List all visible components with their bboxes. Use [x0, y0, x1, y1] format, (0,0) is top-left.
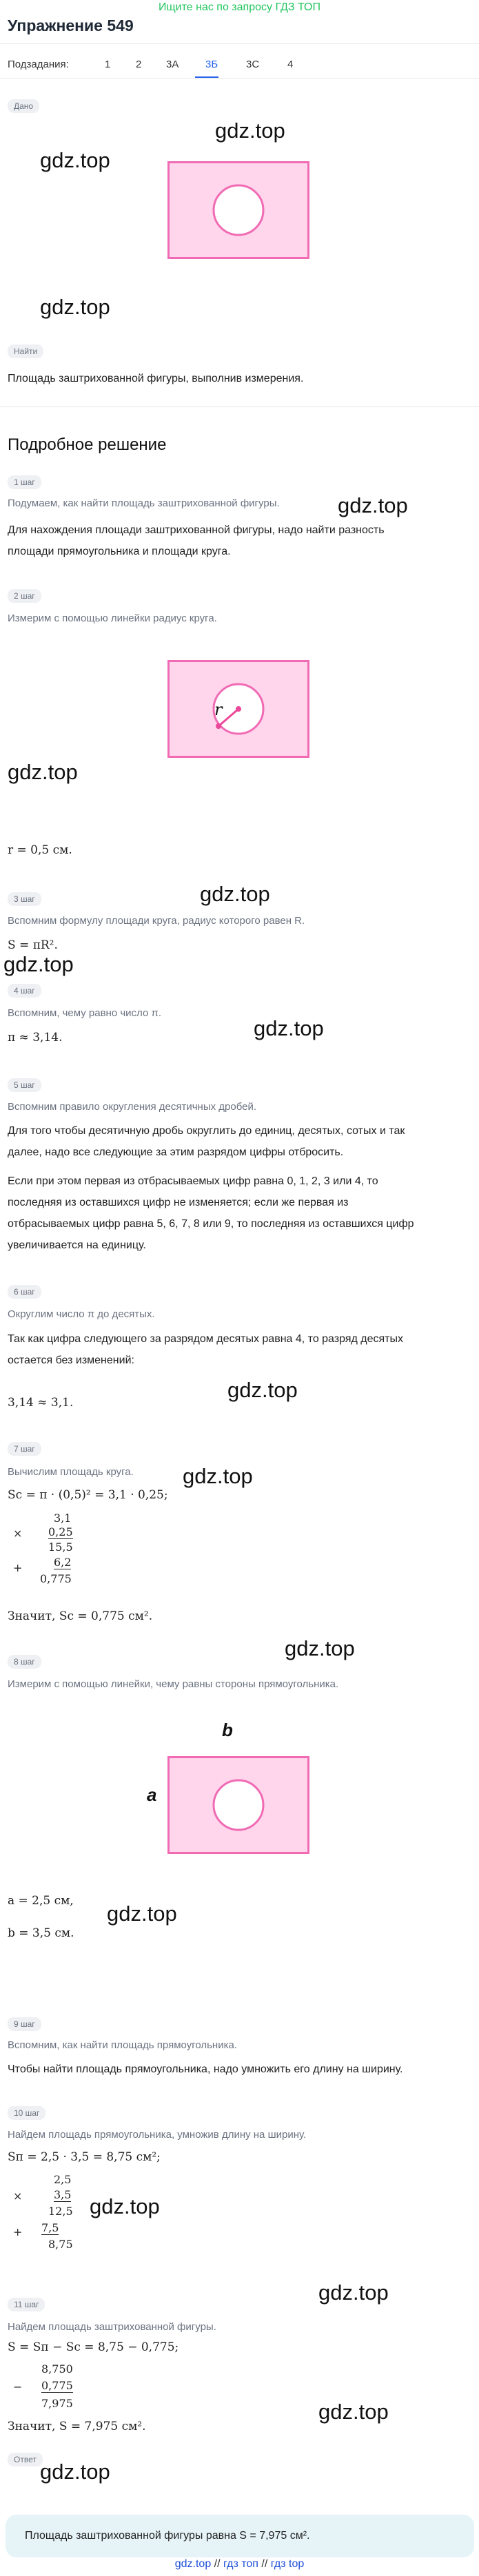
- answer-text: Площадь заштрихованной фигуры равна S = 7,975 см².: [25, 2530, 310, 2542]
- product-result: 0,775: [40, 1572, 72, 1585]
- tab-4[interactable]: 4: [287, 59, 294, 70]
- watermark: gdz.top: [40, 2460, 110, 2484]
- step-hint: Найдем площадь заштрихованной фигуры.: [8, 2321, 216, 2333]
- step-chip: 10 шаг: [8, 2106, 45, 2120]
- operand: 2,5: [54, 2173, 72, 2186]
- footer-sep: //: [261, 2558, 268, 2570]
- watermark: gdz.top: [318, 2280, 389, 2305]
- find-chip: Найти: [8, 344, 43, 358]
- step-result: Значит, S = 7,975 см².: [8, 2420, 146, 2433]
- step-chip: 4 шаг: [8, 984, 41, 998]
- watermark: gdz.top: [254, 1016, 324, 1040]
- step-chip: 9 шаг: [8, 2017, 41, 2031]
- divider: [0, 78, 479, 79]
- watermark: gdz.top: [338, 493, 408, 517]
- step-formula: 3,14 ≈ 3,1.: [8, 1396, 74, 1410]
- step-chip: 3 шаг: [8, 892, 41, 906]
- step-chip: 8 шаг: [8, 1655, 41, 1669]
- step-text: отбрасываемых цифр равна 5, 6, 7, 8 или 9, то последняя из оставшихся цифр: [8, 1218, 414, 1230]
- watermark: gdz.top: [107, 1902, 177, 1926]
- plus-sign: +: [13, 1561, 23, 1574]
- step-hint: Вспомним, чему равно число π.: [8, 1007, 161, 1019]
- column-multiplication: [10, 2170, 85, 2260]
- watermark: gdz.top: [3, 952, 74, 976]
- step-text: Для того чтобы десятичную дробь округлить до единиц, десятых, сотых и так: [8, 1125, 405, 1137]
- column-multiplication: [10, 1509, 85, 1598]
- watermark: gdz.top: [285, 1636, 355, 1660]
- footer-link[interactable]: гдз топ: [223, 2558, 258, 2570]
- answer-box: [6, 2515, 474, 2557]
- watermark: gdz.top: [40, 148, 110, 172]
- step-hint: Подумаем, как найти площадь заштрихованной фигуры.: [8, 497, 280, 509]
- tab-3a[interactable]: 3А: [166, 59, 179, 70]
- tab-3b[interactable]: 3Б: [205, 59, 218, 70]
- step-result: b = 3,5 см.: [8, 1926, 74, 1940]
- difference-result: 7,975: [41, 2397, 73, 2410]
- minus-sign: −: [13, 2380, 23, 2393]
- step-hint: Округлим число π до десятых.: [8, 1308, 155, 1320]
- step-text: площади прямоугольника и площади круга.: [8, 546, 231, 557]
- multiply-sign: ×: [13, 1527, 23, 1540]
- watermark: gdz.top: [227, 1378, 298, 1402]
- column-subtraction: [10, 2360, 85, 2429]
- step-chip: 2 шаг: [8, 589, 41, 603]
- watermark: gdz.top: [200, 882, 270, 906]
- step-text: Если при этом первая из отбрасываемых цифр равна 0, 1, 2, 3 или 4, то: [8, 1175, 378, 1187]
- step-text: Чтобы найти площадь прямоугольника, надо умножить его длину на ширину.: [8, 2063, 403, 2075]
- center-point: [236, 706, 241, 712]
- multiply-sign: ×: [13, 2189, 23, 2203]
- step-formula: Sс = π · (0,5)² = 3,1 · 0,25;: [8, 1488, 168, 1502]
- footer-links: [0, 2558, 479, 2570]
- answer-chip: Ответ: [8, 2453, 43, 2466]
- step-hint: Вспомним формулу площади круга, радиус которого равен R.: [8, 915, 305, 927]
- side-label-a: a: [147, 1784, 157, 1805]
- watermark: gdz.top: [215, 119, 285, 143]
- step-formula: π ≈ 3,14.: [8, 1031, 63, 1044]
- operand: 3,5: [54, 2188, 72, 2201]
- circle: [214, 185, 263, 235]
- minuend: 8,750: [41, 2362, 73, 2376]
- step-text: далее, надо все следующие за этим разрядом цифры отбросить.: [8, 1146, 344, 1158]
- partial-product: 12,5: [48, 2205, 73, 2218]
- step-hint: Вычислим площадь круга.: [8, 1466, 134, 1478]
- radius-figure: [167, 660, 309, 758]
- step-result: a = 2,5 см,: [8, 1894, 74, 1908]
- divider: [0, 406, 479, 407]
- page-title: Упражнение 549: [8, 17, 134, 34]
- operand: 3,1: [54, 1512, 72, 1525]
- step-text: Для нахождения площади заштрихованной фигуры, надо найти разность: [8, 524, 385, 536]
- footer-link[interactable]: гдз top: [270, 2558, 305, 2570]
- step-hint: Вспомним, как найти площадь прямоугольника.: [8, 2039, 237, 2051]
- radius-label: r: [214, 700, 223, 719]
- divider: [0, 43, 479, 44]
- step-text: Так как цифра следующего за разрядом десятых равна 4, то разряд десятых: [8, 1333, 403, 1345]
- edge-point: [216, 723, 221, 729]
- step-formula: S = Sп − Sс = 8,75 − 0,775;: [8, 2340, 179, 2354]
- step-formula: r = 0,5 см.: [8, 843, 72, 857]
- step-chip: 11 шаг: [8, 2298, 45, 2311]
- solution-title: Подробное решение: [8, 435, 167, 454]
- step-text: последняя из оставшихся цифр не изменяется; если же первая из: [8, 1197, 349, 1208]
- operand: 0,25: [48, 1525, 73, 1538]
- plus-sign: +: [13, 2225, 23, 2238]
- step-formula: S = πR².: [8, 938, 58, 952]
- tab-2[interactable]: 2: [136, 59, 142, 70]
- watermark: gdz.top: [40, 295, 110, 319]
- watermark: gdz.top: [90, 2194, 160, 2218]
- footer-link[interactable]: gdz.top: [174, 2558, 212, 2570]
- tab-3c[interactable]: 3С: [246, 59, 260, 70]
- circle: [214, 1780, 263, 1830]
- side-label-b: b: [222, 1720, 233, 1740]
- step-chip: 5 шаг: [8, 1078, 41, 1092]
- step-chip: 1 шаг: [8, 475, 41, 489]
- given-chip: Дано: [8, 99, 39, 113]
- step-result: Значит, Sс = 0,775 см².: [8, 1609, 153, 1623]
- watermark: gdz.top: [318, 2400, 389, 2424]
- step-chip: 7 шаг: [8, 1442, 41, 1456]
- footer-sep: //: [214, 2558, 221, 2570]
- sides-figure: [167, 1756, 309, 1854]
- step-hint: Измерим с помощью линейки радиус круга.: [8, 612, 217, 624]
- step-text: увеличивается на единицу.: [8, 1239, 146, 1251]
- product-result: 8,75: [48, 2238, 73, 2251]
- partial-product: 15,5: [48, 1541, 73, 1554]
- step-hint: Вспомним правило округления десятичных дробей.: [8, 1101, 257, 1113]
- subtrahend: 0,775: [41, 2379, 73, 2392]
- watermark: gdz.top: [183, 1464, 253, 1488]
- step-hint: Измерим с помощью линейки, чему равны стороны прямоугольника.: [8, 1678, 339, 1690]
- step-formula: Sп = 2,5 · 3,5 = 8,75 см²;: [8, 2150, 161, 2164]
- tab-1[interactable]: 1: [105, 59, 111, 70]
- given-figure: [167, 161, 309, 259]
- partial-product: 7,5: [41, 2221, 59, 2234]
- step-chip: 6 шаг: [8, 1285, 41, 1299]
- search-banner[interactable]: Ищите нас по запросу ГДЗ ТОП: [159, 1, 320, 13]
- partial-product: 6,2: [54, 1556, 72, 1569]
- find-text: Площадь заштрихованной фигуры, выполнив измерения.: [8, 373, 304, 384]
- step-text: остается без изменений:: [8, 1354, 134, 1366]
- subparts-label: Подзадания:: [8, 59, 69, 70]
- step-hint: Найдем площадь прямоугольника, умножив длину на ширину.: [8, 2129, 307, 2141]
- watermark: gdz.top: [8, 760, 78, 784]
